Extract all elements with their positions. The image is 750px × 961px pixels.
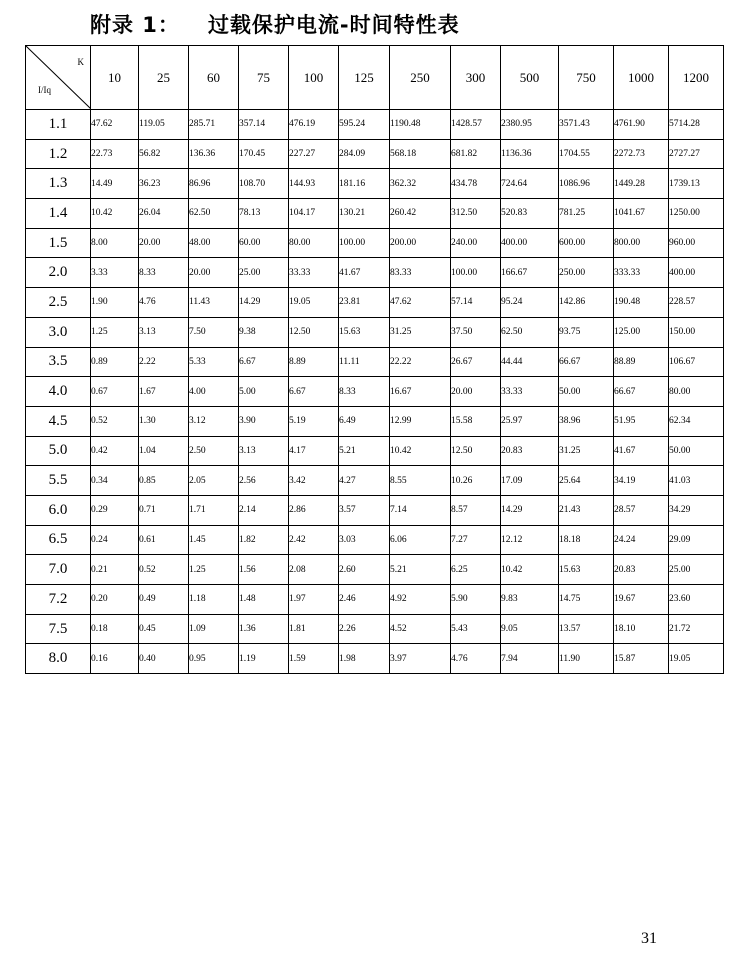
table-cell: 119.05 (139, 110, 189, 140)
table-cell: 781.25 (559, 199, 614, 229)
column-header: 100 (289, 46, 339, 110)
column-header: 300 (451, 46, 501, 110)
table-cell: 4.76 (139, 288, 189, 318)
table-cell: 62.50 (189, 199, 239, 229)
column-header: 750 (559, 46, 614, 110)
row-header: 6.5 (26, 525, 91, 555)
table-cell: 25.64 (559, 466, 614, 496)
table-cell: 4.92 (390, 585, 451, 615)
table-cell: 1449.28 (614, 169, 669, 199)
row-header: 1.2 (26, 139, 91, 169)
table-cell: 4761.90 (614, 110, 669, 140)
table-cell: 284.09 (339, 139, 390, 169)
table-cell: 1.67 (139, 377, 189, 407)
table-cell: 130.21 (339, 199, 390, 229)
table-row (26, 525, 724, 555)
table-row (26, 614, 724, 644)
table-cell: 8.55 (390, 466, 451, 496)
table-cell: 1.59 (289, 644, 339, 674)
table-cell: 312.50 (451, 199, 501, 229)
table-cell: 6.49 (339, 406, 390, 436)
table-cell: 23.81 (339, 288, 390, 318)
table-cell: 1.30 (139, 406, 189, 436)
table-cell: 3.57 (339, 495, 390, 525)
table-cell: 18.18 (559, 525, 614, 555)
table-cell: 1.71 (189, 495, 239, 525)
table-cell: 50.00 (559, 377, 614, 407)
table-cell: 2.05 (189, 466, 239, 496)
table-cell: 5.19 (289, 406, 339, 436)
table-cell: 24.24 (614, 525, 669, 555)
table-row (26, 258, 724, 288)
table-cell: 142.86 (559, 288, 614, 318)
table-cell: 33.33 (289, 258, 339, 288)
table-cell: 227.27 (289, 139, 339, 169)
table-cell: 4.17 (289, 436, 339, 466)
table-cell: 10.42 (390, 436, 451, 466)
table-cell: 83.33 (390, 258, 451, 288)
table-cell: 62.34 (669, 406, 724, 436)
table-cell: 2272.73 (614, 139, 669, 169)
table-cell: 2.22 (139, 347, 189, 377)
table-cell: 3.97 (390, 644, 451, 674)
table-cell: 0.89 (91, 347, 139, 377)
table-cell: 0.67 (91, 377, 139, 407)
table-cell: 2727.27 (669, 139, 724, 169)
table-cell: 0.29 (91, 495, 139, 525)
row-header: 3.0 (26, 317, 91, 347)
table-cell: 41.03 (669, 466, 724, 496)
table-cell: 8.57 (451, 495, 501, 525)
table-cell: 12.99 (390, 406, 451, 436)
table-row (26, 585, 724, 615)
table-cell: 7.50 (189, 317, 239, 347)
table-cell: 260.42 (390, 199, 451, 229)
table-cell: 228.57 (669, 288, 724, 318)
table-cell: 10.42 (91, 199, 139, 229)
table-cell: 15.63 (559, 555, 614, 585)
diagonal-divider (26, 46, 91, 109)
table-cell: 1.81 (289, 614, 339, 644)
table-cell: 31.25 (390, 317, 451, 347)
table-cell: 568.18 (390, 139, 451, 169)
table-cell: 56.82 (139, 139, 189, 169)
table-cell: 11.90 (559, 644, 614, 674)
table-cell: 95.24 (501, 288, 559, 318)
table-cell: 8.00 (91, 228, 139, 258)
table-cell: 3.03 (339, 525, 390, 555)
row-header: 4.5 (26, 406, 91, 436)
row-header: 5.0 (26, 436, 91, 466)
table-cell: 434.78 (451, 169, 501, 199)
table-cell: 4.00 (189, 377, 239, 407)
table-cell: 26.67 (451, 347, 501, 377)
table-row (26, 199, 724, 229)
table-cell: 144.93 (289, 169, 339, 199)
table-cell: 1086.96 (559, 169, 614, 199)
table-cell: 1.56 (239, 555, 289, 585)
table-cell: 2.42 (289, 525, 339, 555)
table-cell: 0.49 (139, 585, 189, 615)
table-cell: 33.33 (501, 377, 559, 407)
row-header: 6.0 (26, 495, 91, 525)
table-cell: 4.27 (339, 466, 390, 496)
table-cell: 240.00 (451, 228, 501, 258)
table-cell: 7.27 (451, 525, 501, 555)
table-cell: 19.67 (614, 585, 669, 615)
table-cell: 60.00 (239, 228, 289, 258)
table-cell: 1.82 (239, 525, 289, 555)
table-cell: 88.89 (614, 347, 669, 377)
table-cell: 1250.00 (669, 199, 724, 229)
table-cell: 14.29 (501, 495, 559, 525)
table-cell: 1.97 (289, 585, 339, 615)
table-cell: 11.43 (189, 288, 239, 318)
table-cell: 5.21 (339, 436, 390, 466)
table-row (26, 139, 724, 169)
table-cell: 3.42 (289, 466, 339, 496)
table-cell: 8.33 (339, 377, 390, 407)
column-header: 125 (339, 46, 390, 110)
table-row (26, 436, 724, 466)
table-cell: 19.05 (289, 288, 339, 318)
table-cell: 20.00 (451, 377, 501, 407)
table-cell: 47.62 (390, 288, 451, 318)
table-cell: 38.96 (559, 406, 614, 436)
table-cell: 12.50 (451, 436, 501, 466)
table-cell: 14.75 (559, 585, 614, 615)
table-row (26, 288, 724, 318)
table-cell: 13.57 (559, 614, 614, 644)
table-cell: 0.40 (139, 644, 189, 674)
table-cell: 0.34 (91, 466, 139, 496)
table-cell: 1.90 (91, 288, 139, 318)
table-cell: 2.60 (339, 555, 390, 585)
table-cell: 3571.43 (559, 110, 614, 140)
table-cell: 6.67 (289, 377, 339, 407)
table-cell: 8.33 (139, 258, 189, 288)
table-cell: 0.24 (91, 525, 139, 555)
table-cell: 0.71 (139, 495, 189, 525)
table-cell: 25.00 (239, 258, 289, 288)
table-cell: 1.36 (239, 614, 289, 644)
table-cell: 20.00 (139, 228, 189, 258)
row-header: 3.5 (26, 347, 91, 377)
table-cell: 5.33 (189, 347, 239, 377)
table-cell: 47.62 (91, 110, 139, 140)
table-cell: 595.24 (339, 110, 390, 140)
table-cell: 0.61 (139, 525, 189, 555)
table-cell: 34.29 (669, 495, 724, 525)
table-cell: 800.00 (614, 228, 669, 258)
table-row (26, 317, 724, 347)
table-cell: 6.25 (451, 555, 501, 585)
table-cell: 4.76 (451, 644, 501, 674)
table-cell: 1.25 (91, 317, 139, 347)
table-cell: 2380.95 (501, 110, 559, 140)
table-cell: 25.00 (669, 555, 724, 585)
table-cell: 14.29 (239, 288, 289, 318)
table-cell: 17.09 (501, 466, 559, 496)
table-cell: 9.38 (239, 317, 289, 347)
row-header: 7.5 (26, 614, 91, 644)
table-cell: 724.64 (501, 169, 559, 199)
table-cell: 681.82 (451, 139, 501, 169)
table-cell: 1041.67 (614, 199, 669, 229)
row-header: 1.1 (26, 110, 91, 140)
table-cell: 0.45 (139, 614, 189, 644)
table-cell: 125.00 (614, 317, 669, 347)
table-cell: 93.75 (559, 317, 614, 347)
table-cell: 12.50 (289, 317, 339, 347)
table-cell: 106.67 (669, 347, 724, 377)
table-cell: 66.67 (559, 347, 614, 377)
table-cell: 400.00 (501, 228, 559, 258)
table-cell: 7.94 (501, 644, 559, 674)
table-cell: 1136.36 (501, 139, 559, 169)
table-cell: 600.00 (559, 228, 614, 258)
table-row (26, 110, 724, 140)
table-cell: 23.60 (669, 585, 724, 615)
table-row (26, 466, 724, 496)
table-cell: 0.16 (91, 644, 139, 674)
table-cell: 476.19 (289, 110, 339, 140)
table-cell: 1.18 (189, 585, 239, 615)
table-cell: 2.50 (189, 436, 239, 466)
row-header: 2.5 (26, 288, 91, 318)
table-cell: 6.06 (390, 525, 451, 555)
page-number: 31 (641, 930, 657, 947)
table-cell: 12.12 (501, 525, 559, 555)
table-cell: 36.23 (139, 169, 189, 199)
column-header: 60 (189, 46, 239, 110)
table-cell: 22.22 (390, 347, 451, 377)
table-cell: 48.00 (189, 228, 239, 258)
table-cell: 1.98 (339, 644, 390, 674)
table-cell: 150.00 (669, 317, 724, 347)
table-cell: 960.00 (669, 228, 724, 258)
table-cell: 16.67 (390, 377, 451, 407)
table-cell: 20.83 (501, 436, 559, 466)
corner-iq-label: I/Iq (38, 85, 51, 95)
table-cell: 20.83 (614, 555, 669, 585)
column-header: 1000 (614, 46, 669, 110)
table-cell: 0.42 (91, 436, 139, 466)
column-header: 250 (390, 46, 451, 110)
table-cell: 29.09 (669, 525, 724, 555)
table-cell: 26.04 (139, 199, 189, 229)
table-cell: 37.50 (451, 317, 501, 347)
table-row (26, 377, 724, 407)
table-cell: 57.14 (451, 288, 501, 318)
column-header: 75 (239, 46, 289, 110)
table-cell: 2.46 (339, 585, 390, 615)
table-row (26, 406, 724, 436)
table-cell: 136.36 (189, 139, 239, 169)
table-cell: 34.19 (614, 466, 669, 496)
table-cell: 20.00 (189, 258, 239, 288)
table-cell: 0.20 (91, 585, 139, 615)
table-cell: 3.13 (139, 317, 189, 347)
table-cell: 21.72 (669, 614, 724, 644)
table-cell: 362.32 (390, 169, 451, 199)
header-row (26, 46, 724, 110)
table-cell: 15.63 (339, 317, 390, 347)
table-cell: 1739.13 (669, 169, 724, 199)
table-cell: 15.58 (451, 406, 501, 436)
table-cell: 2.08 (289, 555, 339, 585)
table-cell: 1428.57 (451, 110, 501, 140)
table-row (26, 495, 724, 525)
characteristic-table (25, 45, 724, 674)
table-cell: 1.09 (189, 614, 239, 644)
table-cell: 3.90 (239, 406, 289, 436)
table-cell: 0.85 (139, 466, 189, 496)
row-header: 1.4 (26, 199, 91, 229)
table-cell: 1.04 (139, 436, 189, 466)
table-cell: 285.71 (189, 110, 239, 140)
table-cell: 0.52 (91, 406, 139, 436)
table-cell: 41.67 (614, 436, 669, 466)
column-header: 25 (139, 46, 189, 110)
table-cell: 400.00 (669, 258, 724, 288)
table-cell: 41.67 (339, 258, 390, 288)
table-cell: 2.26 (339, 614, 390, 644)
table-cell: 7.14 (390, 495, 451, 525)
table-cell: 86.96 (189, 169, 239, 199)
row-header: 7.0 (26, 555, 91, 585)
table-cell: 14.49 (91, 169, 139, 199)
table-cell: 1190.48 (390, 110, 451, 140)
corner-k-label: K (77, 57, 84, 67)
table-cell: 100.00 (339, 228, 390, 258)
table-cell: 62.50 (501, 317, 559, 347)
table-cell: 78.13 (239, 199, 289, 229)
table-cell: 19.05 (669, 644, 724, 674)
table-cell: 190.48 (614, 288, 669, 318)
table-cell: 5.00 (239, 377, 289, 407)
table-cell: 5.90 (451, 585, 501, 615)
table-row (26, 169, 724, 199)
table-cell: 9.05 (501, 614, 559, 644)
table-cell: 6.67 (239, 347, 289, 377)
table-cell: 0.52 (139, 555, 189, 585)
table-row (26, 347, 724, 377)
table-cell: 0.21 (91, 555, 139, 585)
table-cell: 11.11 (339, 347, 390, 377)
table-cell: 9.83 (501, 585, 559, 615)
table-cell: 104.17 (289, 199, 339, 229)
row-header: 4.0 (26, 377, 91, 407)
table-cell: 51.95 (614, 406, 669, 436)
table-cell: 108.70 (239, 169, 289, 199)
table-cell: 1704.55 (559, 139, 614, 169)
table-cell: 25.97 (501, 406, 559, 436)
table-cell: 250.00 (559, 258, 614, 288)
table-cell: 66.67 (614, 377, 669, 407)
table-cell: 357.14 (239, 110, 289, 140)
table-cell: 18.10 (614, 614, 669, 644)
table-cell: 2.14 (239, 495, 289, 525)
table-cell: 100.00 (451, 258, 501, 288)
table-cell: 1.48 (239, 585, 289, 615)
table-cell: 8.89 (289, 347, 339, 377)
table-cell: 22.73 (91, 139, 139, 169)
row-header: 7.2 (26, 585, 91, 615)
table-cell: 1.19 (239, 644, 289, 674)
table-cell: 21.43 (559, 495, 614, 525)
table-cell: 5.21 (390, 555, 451, 585)
row-header: 5.5 (26, 466, 91, 496)
table-cell: 3.13 (239, 436, 289, 466)
table-cell: 50.00 (669, 436, 724, 466)
table-cell: 2.56 (239, 466, 289, 496)
row-header: 1.5 (26, 228, 91, 258)
table-cell: 44.44 (501, 347, 559, 377)
table-cell: 4.52 (390, 614, 451, 644)
table-body (26, 110, 724, 674)
table-cell: 10.26 (451, 466, 501, 496)
table-cell: 2.86 (289, 495, 339, 525)
table-cell: 3.12 (189, 406, 239, 436)
table-row (26, 644, 724, 674)
column-header: 10 (91, 46, 139, 110)
table-cell: 31.25 (559, 436, 614, 466)
table-cell: 15.87 (614, 644, 669, 674)
table-row (26, 555, 724, 585)
table-cell: 1.25 (189, 555, 239, 585)
table-cell: 181.16 (339, 169, 390, 199)
table-cell: 28.57 (614, 495, 669, 525)
table-cell: 0.95 (189, 644, 239, 674)
column-header: 1200 (669, 46, 724, 110)
table-cell: 333.33 (614, 258, 669, 288)
appendix-label: 附录 1： (90, 13, 180, 37)
table-row (26, 228, 724, 258)
table-cell: 5.43 (451, 614, 501, 644)
table-cell: 0.18 (91, 614, 139, 644)
corner-cell (26, 46, 91, 110)
row-header: 1.3 (26, 169, 91, 199)
table-cell: 5714.28 (669, 110, 724, 140)
page-title (90, 9, 460, 39)
table-cell: 10.42 (501, 555, 559, 585)
table-cell: 166.67 (501, 258, 559, 288)
table-cell: 170.45 (239, 139, 289, 169)
table-cell: 80.00 (289, 228, 339, 258)
table-title: 过载保护电流-时间特性表 (207, 13, 460, 37)
row-header: 8.0 (26, 644, 91, 674)
table-cell: 3.33 (91, 258, 139, 288)
table-cell: 80.00 (669, 377, 724, 407)
table-cell: 1.45 (189, 525, 239, 555)
table-cell: 200.00 (390, 228, 451, 258)
table-cell: 520.83 (501, 199, 559, 229)
row-header: 2.0 (26, 258, 91, 288)
column-header: 500 (501, 46, 559, 110)
